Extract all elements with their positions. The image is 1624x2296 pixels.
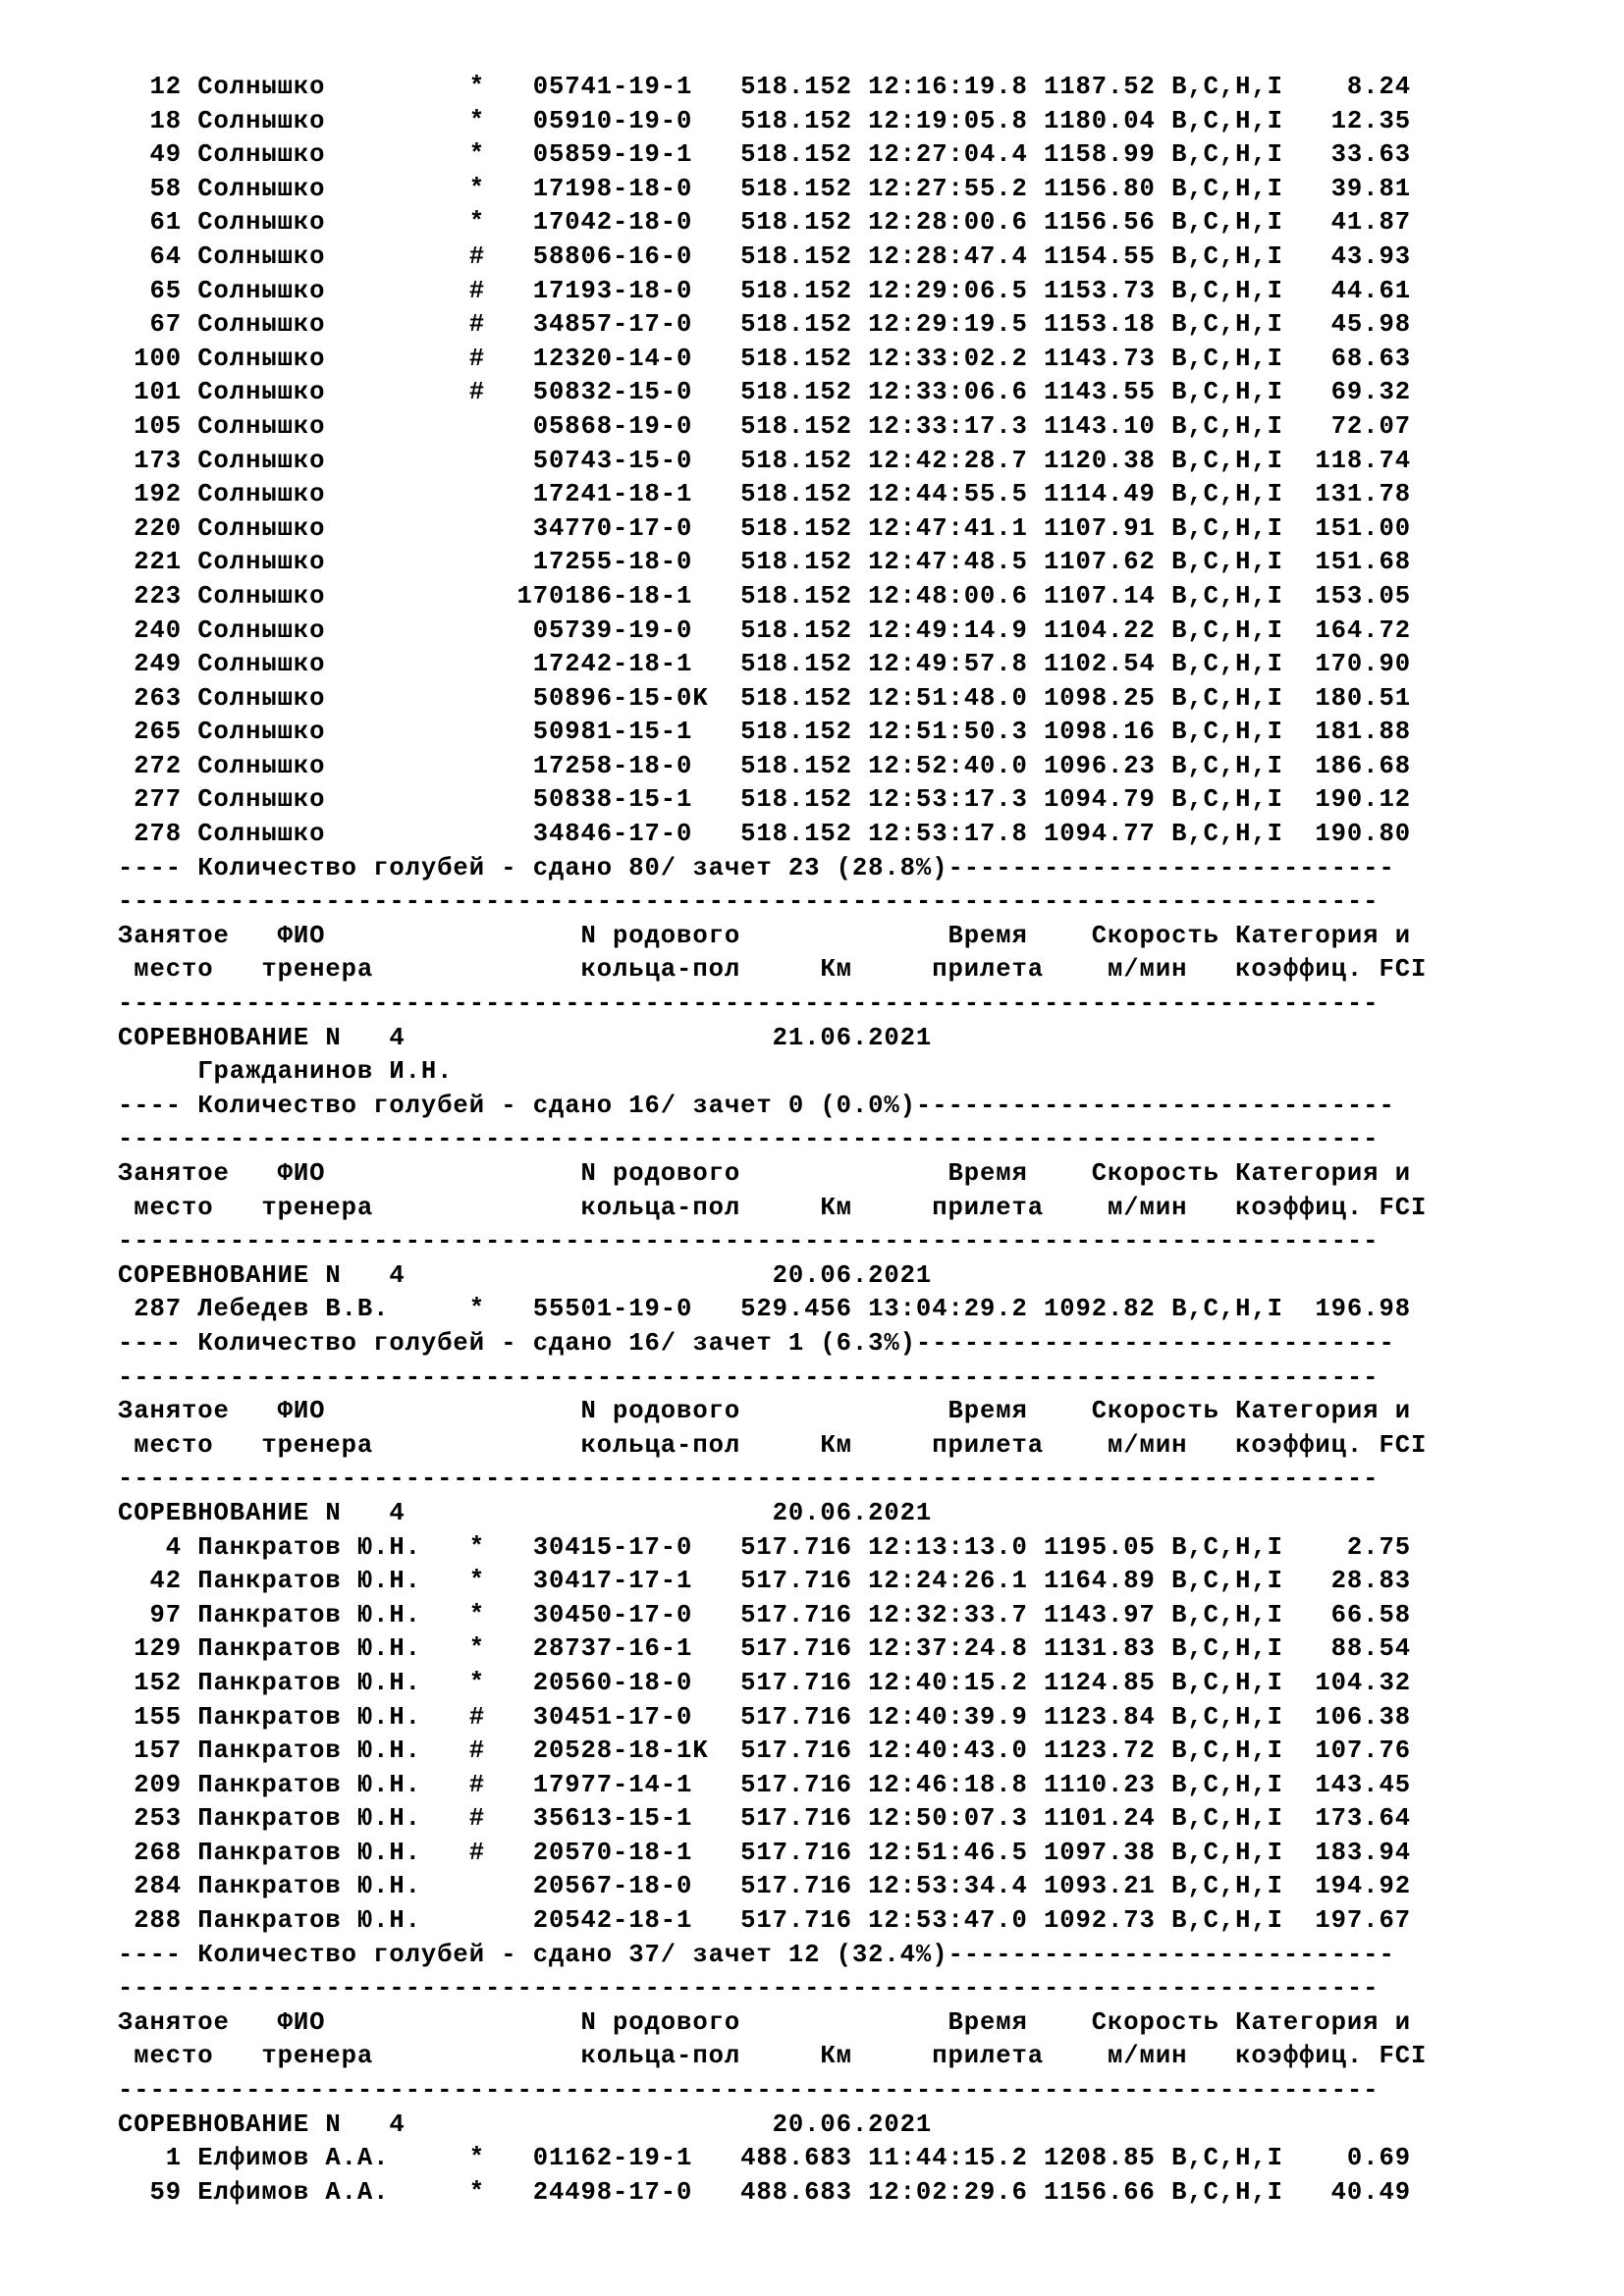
section-summary: ---- Количество голубей - сдано 80/ зачет 23 (28.8%)---------------------------- — [118, 853, 1395, 882]
section-summary: ---- Количество голубей - сдано 16/ зачет 1 (6.3%)------------------------------ — [118, 1328, 1395, 1358]
result-row: 97 Панкратов Ю.Н. * 30450-17-0 517.716 12:32:33.7 1143.97 B,C,H,I 66.58 — [118, 1600, 1411, 1629]
result-row: 101 Солнышко # 50832-15-0 518.152 12:33:06.6 1143.55 B,C,H,I 69.32 — [118, 378, 1411, 407]
column-header-row-1: Занятое ФИО N родового Время Скорость Категория и — [118, 1159, 1411, 1188]
result-row: 277 Солнышко 50838-15-1 518.152 12:53:17.3 1094.79 B,C,H,I 190.12 — [118, 785, 1411, 815]
result-row: 67 Солнышко # 34857-17-0 518.152 12:29:19.5 1153.18 B,C,H,I 45.98 — [118, 310, 1411, 340]
result-row: 129 Панкратов Ю.Н. * 28737-16-1 517.716 12:37:24.8 1131.83 B,C,H,I 88.54 — [118, 1634, 1411, 1664]
result-row: 61 Солнышко * 17042-18-0 518.152 12:28:00.6 1156.56 B,C,H,I 41.87 — [118, 208, 1411, 238]
result-row: 288 Панкратов Ю.Н. 20542-18-1 517.716 12:53:47.0 1092.73 B,C,H,I 197.67 — [118, 1906, 1411, 1936]
column-header-row-1: Занятое ФИО N родового Время Скорость Категория и — [118, 2007, 1411, 2037]
competition-title: СОРЕВНОВАНИЕ N 4 20.06.2021 — [118, 1260, 933, 1290]
column-header-row-1: Занятое ФИО N родового Время Скорость Категория и — [118, 921, 1411, 950]
result-row: 209 Панкратов Ю.Н. # 17977-14-1 517.716 12:46:18.8 1110.23 B,C,H,I 143.45 — [118, 1770, 1411, 1799]
result-row: 157 Панкратов Ю.Н. # 20528-18-1K 517.716 12:40:43.0 1123.72 B,C,H,I 107.76 — [118, 1736, 1411, 1766]
result-row: 173 Солнышко 50743-15-0 518.152 12:42:28.7 1120.38 B,C,H,I 118.74 — [118, 446, 1411, 475]
result-row: 1 Елфимов А.А. * 01162-19-1 488.683 11:44:15.2 1208.85 B,C,H,I 0.69 — [118, 2144, 1411, 2173]
divider: ------------------------------------------------------------------------------- — [118, 1974, 1380, 2003]
column-header-row-2: место тренера кольца-пол Км прилета м/мин коэффиц. FCI — [118, 1430, 1428, 1460]
result-row: 268 Панкратов Ю.Н. # 20570-18-1 517.716 12:51:46.5 1097.38 B,C,H,I 183.94 — [118, 1838, 1411, 1867]
section-summary: ---- Количество голубей - сдано 16/ зачет 0 (0.0%)------------------------------ — [118, 1091, 1395, 1120]
result-row: 4 Панкратов Ю.Н. * 30415-17-0 517.716 12:13:13.0 1195.05 B,C,H,I 2.75 — [118, 1532, 1411, 1562]
competition-title: СОРЕВНОВАНИЕ N 4 20.06.2021 — [118, 1498, 933, 1527]
result-row: 249 Солнышко 17242-18-1 518.152 12:49:57.8 1102.54 B,C,H,I 170.90 — [118, 650, 1411, 679]
result-row: 59 Елфимов А.А. * 24498-17-0 488.683 12:02:29.6 1156.66 B,C,H,I 40.49 — [118, 2177, 1411, 2207]
column-header-row-2: место тренера кольца-пол Км прилета м/мин коэффиц. FCI — [118, 955, 1428, 985]
result-row: 152 Панкратов Ю.Н. * 20560-18-0 517.716 12:40:15.2 1124.85 B,C,H,I 104.32 — [118, 1668, 1411, 1697]
divider: ------------------------------------------------------------------------------- — [118, 2076, 1380, 2106]
result-row: 223 Солнышко 170186-18-1 518.152 12:48:00.6 1107.14 B,C,H,I 153.05 — [118, 581, 1411, 611]
result-row: 284 Панкратов Ю.Н. 20567-18-0 517.716 12:53:34.4 1093.21 B,C,H,I 194.92 — [118, 1872, 1411, 1901]
competition-title: СОРЕВНОВАНИЕ N 4 20.06.2021 — [118, 2109, 933, 2139]
result-row: 65 Солнышко # 17193-18-0 518.152 12:29:06.5 1153.73 B,C,H,I 44.61 — [118, 276, 1411, 305]
fancier-name: Гражданинов И.Н. — [118, 1057, 454, 1087]
result-row: 58 Солнышко * 17198-18-0 518.152 12:27:55.2 1156.80 B,C,H,I 39.81 — [118, 174, 1411, 203]
result-row: 100 Солнышко # 12320-14-0 518.152 12:33:02.2 1143.73 B,C,H,I 68.63 — [118, 344, 1411, 373]
result-row: 265 Солнышко 50981-15-1 518.152 12:51:50.3 1098.16 B,C,H,I 181.88 — [118, 718, 1411, 747]
result-row: 42 Панкратов Ю.Н. * 30417-17-1 517.716 12:24:26.1 1164.89 B,C,H,I 28.83 — [118, 1567, 1411, 1596]
column-header-row-2: место тренера кольца-пол Км прилета м/мин коэффиц. FCI — [118, 1193, 1428, 1222]
result-row: 263 Солнышко 50896-15-0K 518.152 12:51:48.0 1098.25 B,C,H,I 180.51 — [118, 683, 1411, 713]
result-row: 49 Солнышко * 05859-19-1 518.152 12:27:04.4 1158.99 B,C,H,I 33.63 — [118, 140, 1411, 170]
result-row: 272 Солнышко 17258-18-0 518.152 12:52:40.0 1096.23 B,C,H,I 186.68 — [118, 751, 1411, 780]
divider: ------------------------------------------------------------------------------- — [118, 1465, 1380, 1494]
divider: ------------------------------------------------------------------------------- — [118, 989, 1380, 1019]
divider: ------------------------------------------------------------------------------- — [118, 887, 1380, 917]
column-header-row-1: Занятое ФИО N родового Время Скорость Категория и — [118, 1397, 1411, 1426]
result-row: 240 Солнышко 05739-19-0 518.152 12:49:14.9 1104.22 B,C,H,I 164.72 — [118, 615, 1411, 645]
divider: ------------------------------------------------------------------------------- — [118, 1125, 1380, 1154]
result-row: 221 Солнышко 17255-18-0 518.152 12:47:48.5 1107.62 B,C,H,I 151.68 — [118, 548, 1411, 577]
result-row: 18 Солнышко * 05910-19-0 518.152 12:19:05.8 1180.04 B,C,H,I 12.35 — [118, 106, 1411, 135]
result-row: 278 Солнышко 34846-17-0 518.152 12:53:17.8 1094.77 B,C,H,I 190.80 — [118, 820, 1411, 849]
result-row: 64 Солнышко # 58806-16-0 518.152 12:28:47.4 1154.55 B,C,H,I 43.93 — [118, 241, 1411, 271]
result-row: 192 Солнышко 17241-18-1 518.152 12:44:55.5 1114.49 B,C,H,I 131.78 — [118, 480, 1411, 509]
divider: ------------------------------------------------------------------------------- — [118, 1362, 1380, 1392]
competition-title: СОРЕВНОВАНИЕ N 4 21.06.2021 — [118, 1023, 933, 1052]
column-header-row-2: место тренера кольца-пол Км прилета м/мин коэффиц. FCI — [118, 2042, 1428, 2071]
result-row: 253 Панкратов Ю.Н. # 35613-15-1 517.716 12:50:07.3 1101.24 B,C,H,I 173.64 — [118, 1804, 1411, 1834]
results-report — [118, 71, 1427, 2210]
divider: ------------------------------------------------------------------------------- — [118, 1227, 1380, 1256]
section-summary: ---- Количество голубей - сдано 37/ зачет 12 (32.4%)---------------------------- — [118, 1940, 1395, 1969]
result-row: 155 Панкратов Ю.Н. # 30451-17-0 517.716 12:40:39.9 1123.84 B,C,H,I 106.38 — [118, 1702, 1411, 1732]
result-row: 287 Лебедев В.В. * 55501-19-0 529.456 13:04:29.2 1092.82 B,C,H,I 196.98 — [118, 1295, 1411, 1324]
result-row: 12 Солнышко * 05741-19-1 518.152 12:16:19.8 1187.52 B,C,H,I 8.24 — [118, 73, 1411, 101]
result-row: 105 Солнышко 05868-19-0 518.152 12:33:17.3 1143.10 B,C,H,I 72.07 — [118, 411, 1411, 441]
result-row: 220 Солнышко 34770-17-0 518.152 12:47:41.1 1107.91 B,C,H,I 151.00 — [118, 513, 1411, 543]
